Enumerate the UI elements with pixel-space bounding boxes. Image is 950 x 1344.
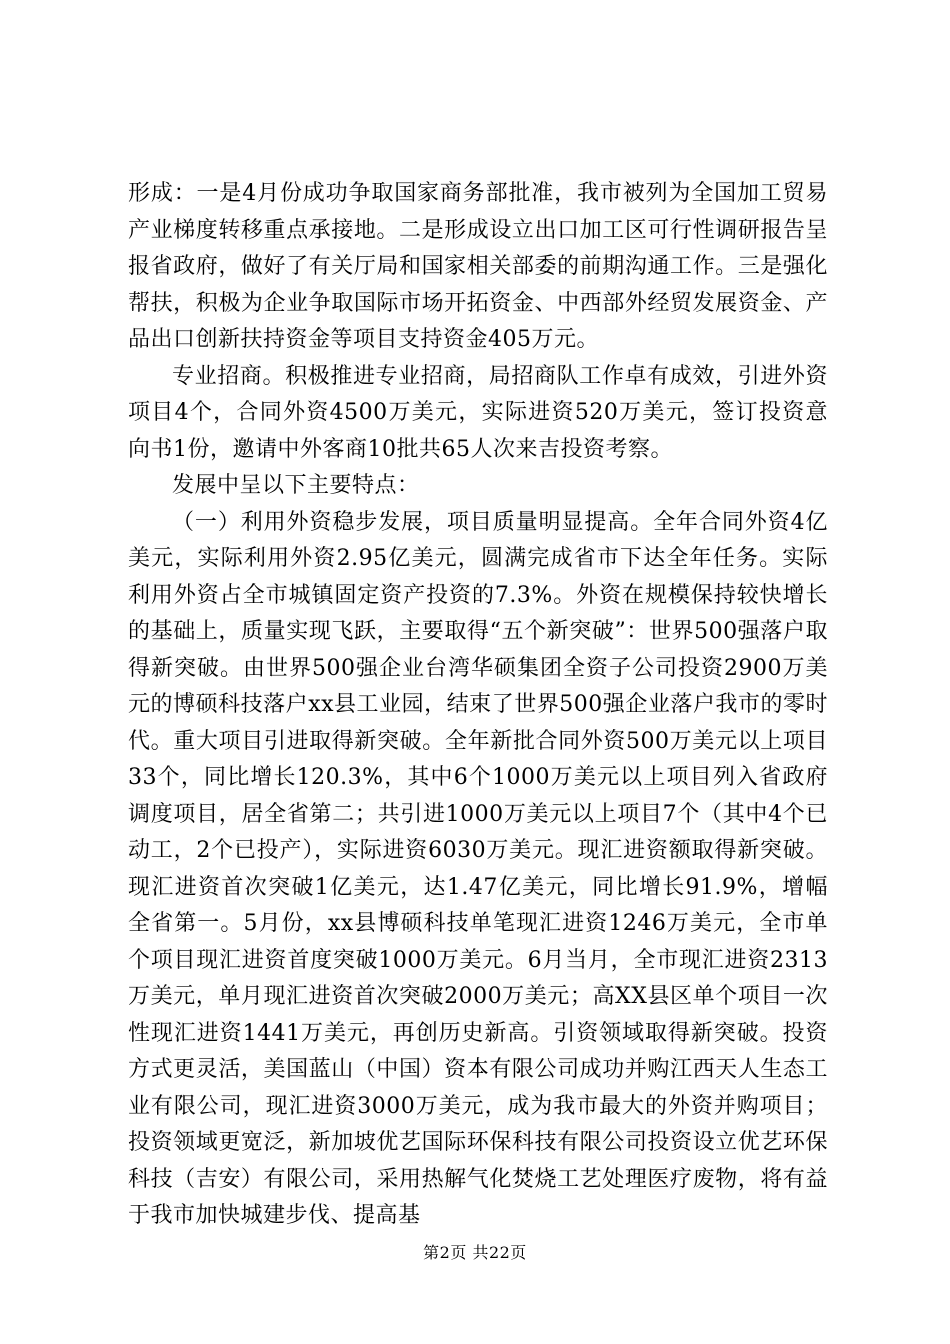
paragraph-main-features-intro: 发展中呈以下主要特点： (172, 473, 420, 498)
paragraph-professional-investment: 专业招商。积极推进专业招商，局招商队工作卓有成效，引进外资项目4个，合同外资4500万美元，实际进资520万美元，签订投资意向书1份，邀请中外客商10批共65人次来吉投资考察。 (128, 363, 828, 462)
paragraph-continuation: 形成：一是4月份成功争取国家商务部批准，我市被列为全国加工贸易产业梯度转移重点承接地。二是形成设立出口加工区可行性调研报告呈报省政府，做好了有关厅局和国家相关部委的前期沟通工作。三是强化帮扶，积极为企业争取国际市场开拓资金、中西部外经贸发展资金、产品出口创新扶持资金等项目支持资金405万元。 (128, 181, 828, 352)
paragraph-foreign-investment: （一）利用外资稳步发展，项目质量明显提高。全年合同外资4亿美元，实际利用外资2.95亿美元，圆满完成省市下达全年任务。实际利用外资占全市城镇固定资产投资的7.3%。外资在规模保持较快增长的基础上，质量实现飞跃，主要取得“五个新突破”：世界500强落户取得新突破。由世界500强企业台湾华硕集团全资子公司投资2900万美元的博硕科技落户xx县工业园，结束了世界500强企业落户我市的零时代。重大项目引进取得新突破。全年新批合同外资500万美元以上项目33个，同比增长120.3%，其中6个1000万美元以上项目列入省政府调度项目，居全省第二；共引进1000万美元以上项目7个（其中4个已动工，2个已投产），实际进资6030万美元。现汇进资额取得新突破。现汇进资首次突破1亿美元，达1.47亿美元，同比增长91.9%，增幅全省第一。5月份，xx县博硕科技单笔现汇进资1246万美元，全市单个项目现汇进资首度突破1000万美元。6月当月，全市现汇进资2313万美元，单月现汇进资首次突破2000万美元；高XX县区单个项目一次性现汇进资1441万美元，再创历史新高。引资领域取得新突破。投资方式更灵活，美国蓝山（中国）资本有限公司成功并购江西天人生态工业有限公司，现汇进资3000万美元，成为我市最大的外资并购项目；投资领域更宽泛，新加坡优艺国际环保科技有限公司投资设立优艺环保科技（吉安）有限公司，采用热解气化焚烧工艺处理医疗废物，将有益于我市加快城建步伐、提高基 (128, 509, 828, 1228)
document-body (128, 176, 828, 1235)
page-footer: 第2页 共22页 (423, 1243, 527, 1262)
